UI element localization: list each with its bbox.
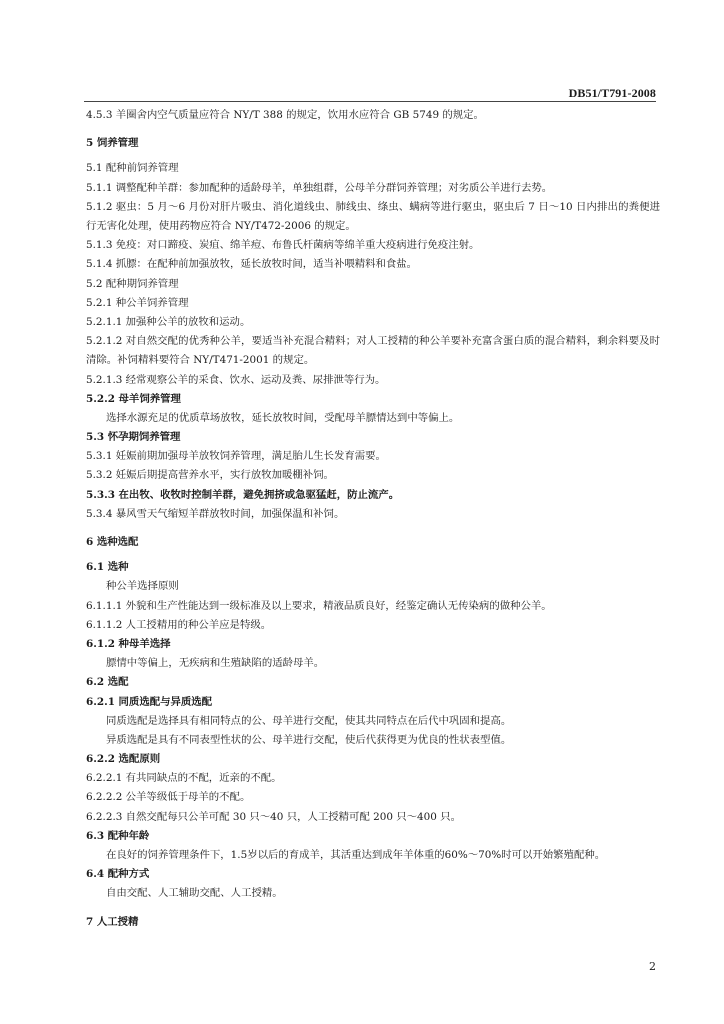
section-6-heading: 6 选种选配: [86, 536, 139, 548]
clause-5-1: 5.1 配种前饲养管理: [86, 162, 179, 175]
clause-5-2-1-1: 5.2.1.1 加强种公羊的放牧和运动。: [86, 315, 251, 328]
clause-5-3-3: 5.3.3 在出牧、收牧时控制羊群，避免拥挤或急驱猛赶，防止流产。: [86, 488, 400, 501]
clause-5-2-1: 5.2.1 种公羊饲养管理: [86, 296, 189, 309]
clause-6-1-text: 种公羊选择原则: [106, 580, 179, 593]
section-5-heading: 5 饲养管理: [86, 137, 139, 150]
clause-6-1-2-text: 膘情中等偏上，无疾病和生殖缺陷的适龄母羊。: [106, 657, 325, 670]
clause-5-2-2-text: 选择水源充足的优质草场放牧，延长放牧时间，受配母羊膘情达到中等偏上。: [106, 411, 460, 424]
clause-6-3: 6.3 配种年龄: [86, 829, 150, 842]
header-rule: [84, 101, 656, 102]
clause-6-3-text: 在良好的饲养管理条件下，1.5岁以后的育成羊，其活重达到成年羊体重的60%～70%时可以开始繁殖配种。: [106, 849, 606, 861]
clause-6-1-1-1: 6.1.1.1 外貌和生产性能达到一级标准及以上要求，精液品质良好，经鉴定确认无传染病的做种公羊。: [86, 599, 552, 612]
document-body: [86, 106, 660, 932]
clause-5-2-1-3: 5.2.1.3 经常观察公羊的采食、饮水、运动及粪、尿排泄等行为。: [86, 373, 386, 386]
clause-4-5-3: 4.5.3 羊圈舍内空气质量应符合 NY/T 388 的规定，饮用水应符合 GB 5749 的规定。: [86, 109, 484, 121]
clause-5-1-4: 5.1.4 抓膘：在配种前加强放牧，延长放牧时间，适当补喂精料和食盐。: [86, 258, 418, 271]
clause-6-1-1-2: 6.1.1.2 人工授精用的种公羊应是特级。: [86, 618, 272, 631]
clause-5-3-2: 5.3.2 妊娠后期提高营养水平，实行放牧加暖棚补饲。: [86, 469, 334, 482]
clause-5-2-1-2: 5.2.1.2 对自然交配的优秀种公羊，要适当补充混合精料；对人工授精的种公羊要补充富含蛋白质的混合精料，剩余料要及时清除。补饲精料要符合 NY/T471-2001 的规定。: [86, 335, 660, 367]
page-number: 2: [649, 960, 656, 973]
clause-6-2-2-3: 6.2.2.3 自然交配每只公羊可配 30 只～40 只，人工授精可配 200 只～400 只。: [86, 810, 461, 823]
clause-5-1-2: 5.1.2 驱虫：5 月～6 月份对肝片吸虫、消化道线虫、肺线虫、绦虫、螨病等进行驱虫，驱虫后 7 日～10 日内排出的粪便进行无害化处理，使用药物应符合 NY/T472-2006 的规定。: [86, 200, 660, 232]
clause-6-2-2-2: 6.2.2.2 公羊等级低于母羊的不配。: [86, 791, 251, 804]
clause-5-3: 5.3 怀孕期饲养管理: [86, 431, 181, 444]
clause-6-2: 6.2 选配: [86, 676, 129, 689]
clause-6-4-text: 自由交配、人工辅助交配、人工授精。: [106, 887, 283, 900]
clause-5-1-3: 5.1.3 免疫：对口蹄疫、炭疽、绵羊痘、布鲁氏杆菌病等绵羊重大疫病进行免疫注射。: [86, 239, 480, 252]
clause-5-3-4: 5.3.4 暴风雪天气缩短羊群放牧时间，加强保温和补饲。: [86, 507, 345, 520]
clause-6-1-2: 6.1.2 种母羊选择: [86, 637, 171, 650]
clause-5-2: 5.2 配种期饲养管理: [86, 277, 179, 290]
clause-6-2-1: 6.2.1 同质选配与异质选配: [86, 695, 213, 708]
clause-6-4: 6.4 配种方式: [86, 868, 150, 881]
clause-5-2-2: 5.2.2 母羊饲养管理: [86, 392, 181, 405]
clause-6-2-2-1: 6.2.2.1 有共同缺点的不配，近亲的不配。: [86, 772, 282, 785]
clause-6-2-2: 6.2.2 选配原则: [86, 753, 161, 766]
clause-5-3-1: 5.3.1 妊娠前期加强母羊放牧饲养管理，满足胎儿生长发育需要。: [86, 450, 386, 463]
clause-6-2-1-text-b: 异质选配是具有不同表型性状的公、母羊进行交配，使后代获得更为优良的性状表型值。: [106, 733, 512, 746]
clause-6-1: 6.1 选种: [86, 561, 129, 574]
clause-5-1-1: 5.1.1 调整配种羊群：参加配种的适龄母羊，单独组群，公母羊分群饲养管理；对劣质公羊进行去势。: [86, 181, 553, 194]
clause-6-2-1-text-a: 同质选配是选择具有相同特点的公、母羊进行交配，使其共同特点在后代中巩固和提高。: [106, 714, 512, 727]
document-code: DB51/T791-2008: [568, 86, 656, 100]
section-7-heading: 7 人工授精: [86, 915, 139, 928]
